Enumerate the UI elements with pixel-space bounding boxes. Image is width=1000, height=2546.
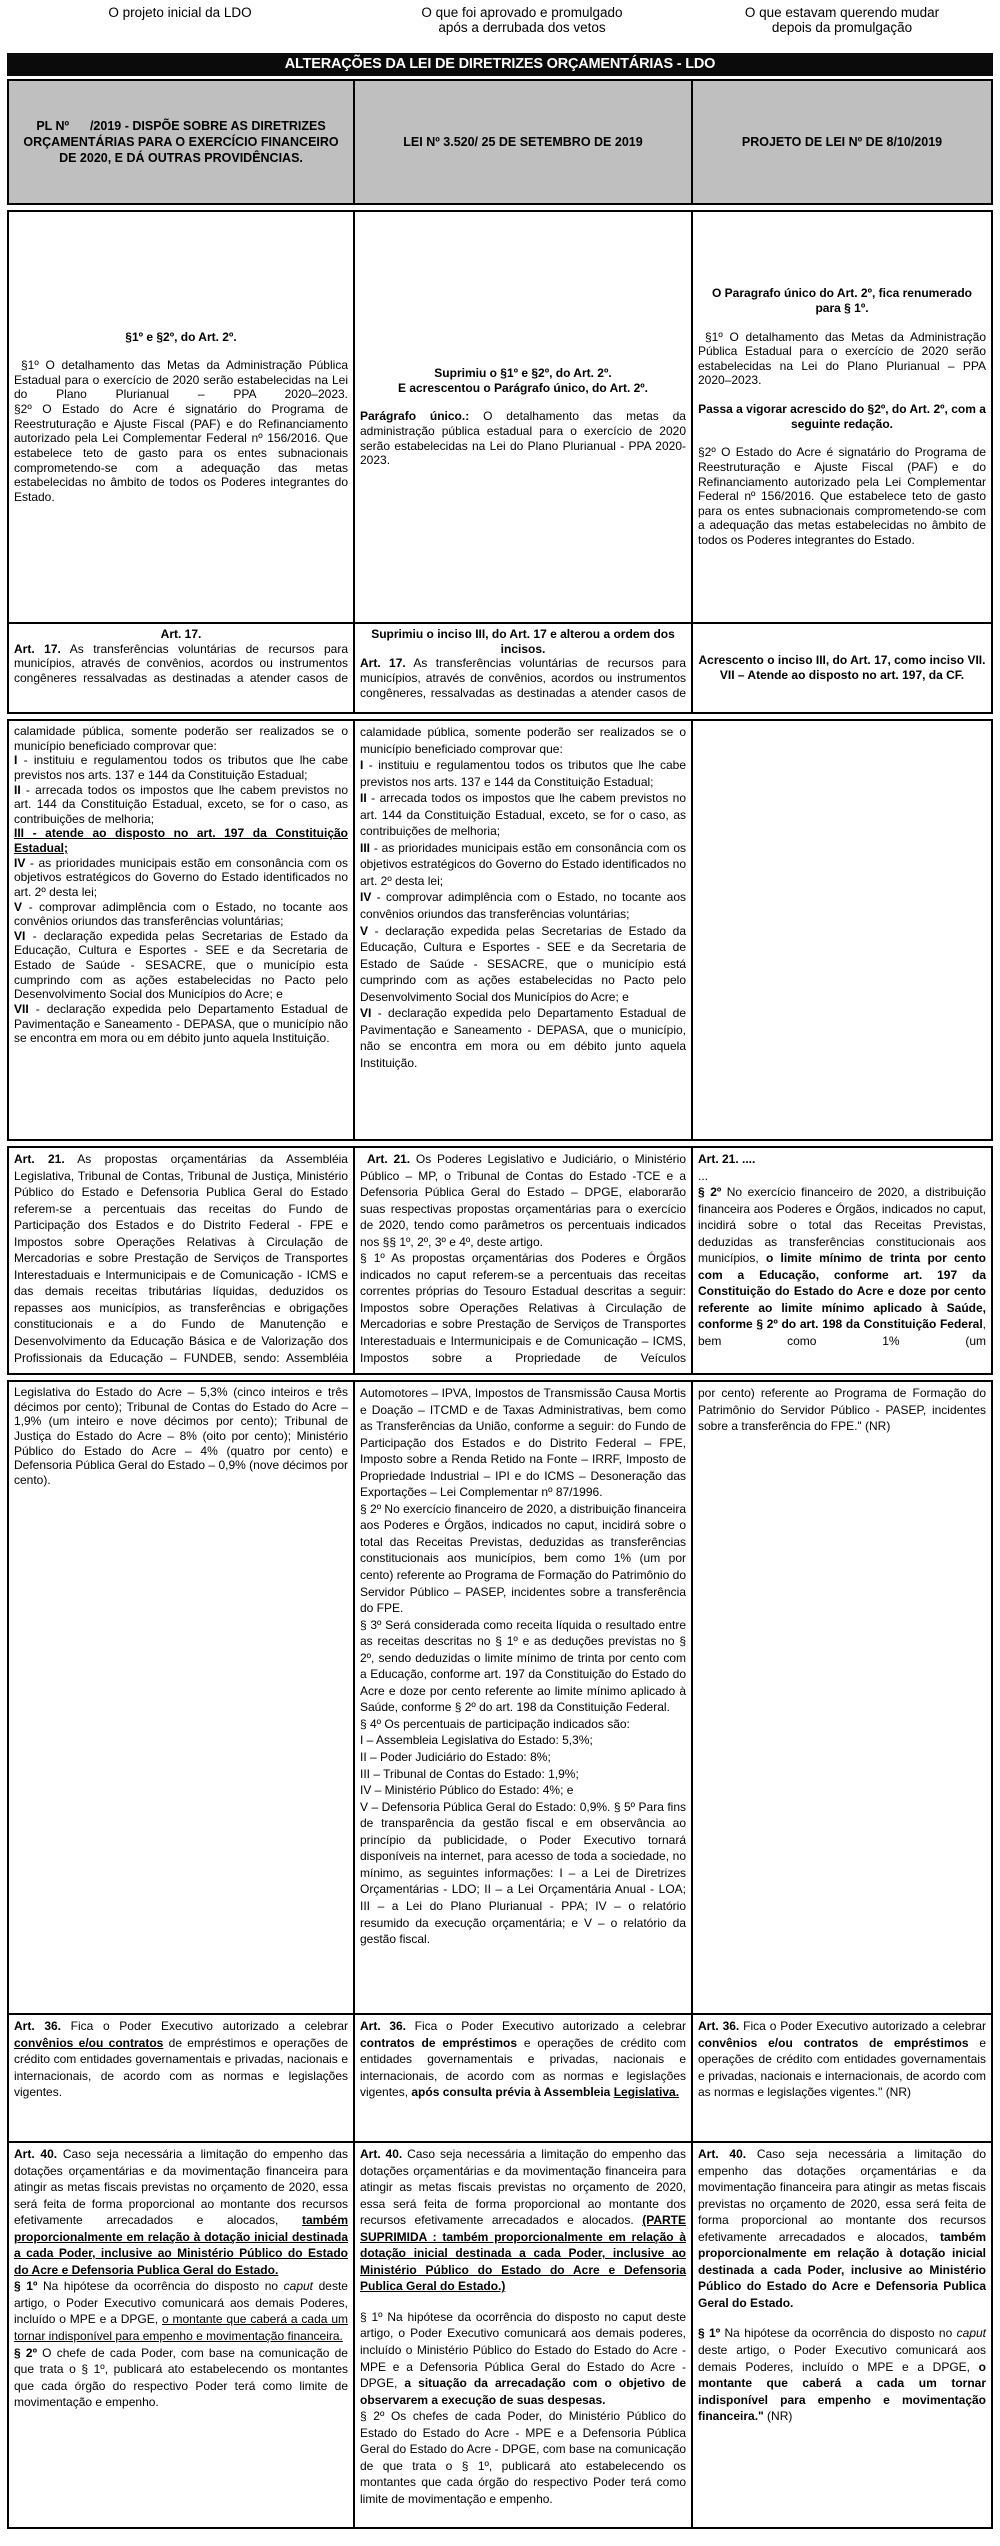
text-segment: - declaração expedida pelas Secretarias de Estado da Educação, Cultura e Esportes - SEE e da Secretaria de Estado de Saúde - SESACRE, que o município esta cumprindo com as ações estabelecidas no Pacto pelo Desenvolvimento Social dos Municípios do Acre; e: [14, 928, 348, 1002]
text-segment: §1º O detalhamento das Metas da Administração Pública Estadual para o exercício de 2020 serão estabelecidas na Lei do Plano Plurianual – PPA 2020–2023.: [698, 329, 986, 388]
text-segment: Art. 36.: [698, 2019, 740, 2033]
cell-art-21-caput-col2: [355, 1148, 693, 1373]
text-segment: § 1º: [698, 2326, 721, 2341]
text-segment: § 1º Na hipótese da ocorrência do disposto no caput deste artigo, o Poder Executivo comunicará aos demais poderes, incluído o Ministério Público do Estado do Estado do Acre - MPE e a Defensoria Pública Geral do Estado do Acre - DPGE,: [360, 2309, 686, 2391]
paragraph: [360, 1385, 686, 1501]
text-segment: IV: [14, 855, 26, 870]
text-segment: - declaração expedida pelo Departamento Estadual de Pavimentação e Saneamento - DEPASA, que o município não se encontra em mora ou em débito junto aquela Instituição.: [14, 1001, 348, 1046]
cell-art-17-caput-col2: [355, 624, 693, 712]
text-segment: (NR): [763, 2409, 793, 2424]
paragraph: [698, 330, 986, 389]
text-segment: Caso seja necessária a limitação do empenho das dotações orçamentárias e da movimentação financeira para atingir as metas fiscais previstas no orçamento de 2020, essa será feita de forma proporcional ao montante dos recursos efetivamente arrecadados e alocados.: [360, 2147, 686, 2228]
cell-art-17-incisos-col2: [355, 721, 693, 1139]
header-text: LEI Nº 3.520/ 25 DE SETEMBRO DE 2019: [403, 134, 643, 149]
text-segment: Fica o Poder Executivo autorizado a celebrar: [61, 2019, 348, 2033]
text-segment: - declaração expedida pelo Departamento Estadual de Pavimentação e Saneamento - DEPASA, que o município, não se encontra em mora ou em débito junto aquela Instituição.: [360, 1006, 686, 1070]
paragraph: [360, 1501, 686, 1617]
cell-art-36-col2: [355, 2015, 693, 2141]
text-segment: caput: [956, 2326, 986, 2341]
text-segment: No exercício financeiro de 2020, a distribuição financeira aos Poderes e Órgãos, indicados no caput, incidirá sobre o total das Receitas Previstas, deduzidas as transferências constitucionais aos municípios,: [698, 1185, 986, 1266]
table-row-art-21-caput: [7, 1146, 993, 1375]
text-segment: Art. 21.: [367, 1152, 411, 1166]
paragraph: [14, 1385, 348, 1487]
heading: [14, 330, 348, 345]
spacer: [360, 2295, 686, 2309]
paragraph: [698, 2146, 986, 2311]
text-segment: I: [360, 758, 364, 773]
paragraph: [698, 1151, 986, 1168]
spacer: [698, 388, 986, 402]
header-cell-projeto: [693, 81, 991, 203]
paragraph: [14, 2146, 348, 2278]
cell-art-40-col1: [9, 2143, 355, 2527]
heading: [360, 381, 686, 396]
text-segment: caput: [283, 2279, 314, 2294]
spacer: [698, 316, 986, 330]
text-segment: calamidade pública, somente poderão ser realizados se o município beneficiado comprovar que:: [14, 724, 348, 753]
paragraph: [360, 889, 686, 922]
text-segment: convênios e/ou contratos: [14, 2035, 164, 2050]
text-segment: a situação da arrecadação com o objetivo de observarem a execução de suas despesas.: [360, 2376, 686, 2407]
text-segment: Legislativa do Estado do Acre – 5,3% (cinco inteiros e três décimos por cento); Tribunal de Contas do Estado do Acre – 1,9% (um inteiro e nove décimos por cento); Tribunal de Justiça do Estado do Acre – 8% (oito por cento); Ministério Público do Estado do Acre – 4% (quatro por cento) e Defensoria Pública Geral do Estado – 0,9% (nove décimos por cento).: [14, 1385, 348, 1487]
caption-line: O que foi aprovado e promulgado: [421, 5, 623, 20]
text-segment: III – Tribunal de Contas do Estado: 1,9%;: [360, 1766, 579, 1781]
paragraph: [360, 656, 686, 700]
heading: [360, 627, 686, 656]
paragraph: [360, 2309, 686, 2408]
text-segment: o limite mínimo de trinta por cento com a Educação, conforme art. 197 da Constituição do Estado do Acre e doze por cento referente ao limite mínimo aplicado à Saúde, conforme § 2º do art. 198 da Constituição Federal: [698, 1251, 987, 1332]
text-segment: § 2º Os chefes de cada Poder, do Ministério Público do Estado do Estado do Acre - MPE e a Defensoria Pública Geral do Estado do Acre - DPGE, com base na comunicação de que trata o § 1º, publicará ato estabelecendo os montantes que cada órgão do respectivo Poder terá como limite de movimentação e empenho.: [360, 2409, 686, 2506]
text-segment: também proporcionalmente em relação à dotação inicial destinada a cada Poder, inclusive ao Ministério Público do Estado do Acre e Defensoria Publica Geral do Estado.: [14, 2213, 348, 2277]
text-segment: - declaração expedida pelas Secretarias de Estado da Educação, Cultura e Esportes - SEE e da Secretaria de Estado de Saúde - SESACRE, que o município está cumprindo com as ações estabelecidas no Pacto pelo Desenvolvimento Social dos Municípios do Acre; e: [360, 923, 686, 1004]
heading: [698, 653, 986, 668]
text-segment: convênios e/ou contratos de empréstimos: [698, 2035, 969, 2050]
text-segment: VII – Atende ao disposto no art. 197, da CF.: [719, 668, 965, 682]
heading: [698, 286, 986, 315]
header-text: PROJETO DE LEI Nº DE 8/10/2019: [741, 134, 943, 149]
text-segment: Automotores – IPVA, Impostos de Transmissão Causa Mortis e Doação – ITCMD e de Taxas Administrativas, bem como as Transferências da União, conforme a seguir: do Fundo de Participação dos Estados e do Distrito Federal – FPE, Imposto sobre a Renda Retido na Fonte – IRRF, Imposto de Propriedade Industrial – IPI e do ICMS – Desoneração das Exportações – Lei Complementar nº 87/1996.: [360, 1386, 686, 1500]
paragraph: [360, 1005, 686, 1071]
table-row-art-36: [7, 2013, 993, 2143]
paragraph: [14, 856, 348, 900]
table-header-row: [7, 79, 993, 205]
paragraph: [360, 1716, 686, 1733]
text-segment: § 2º: [14, 2345, 37, 2360]
text-segment: também proporcionalmente em relação à dotação inicial destinada a cada Poder, inclusive ao Ministério Público do Estado do Acre e Defensoria Publica Geral do Estado.: [698, 2229, 986, 2310]
text-segment: § 1º As propostas orçamentárias dos Poderes e Órgãos indicados no caput referem-se a percentuais das receitas correntes próprias do Tesouro Estadual descritas a seguir: Impostos sobre Operações Relativas à Circulação de Mercadorias e sobre Prestação de Serviços de Transportes Interestaduais e Intermunicipais e de Comunicação – ICMS, Impostos sobre a Propriedade de Veículos: [360, 1251, 686, 1365]
text-segment: § 4º Os percentuais de participação indicados são:: [360, 1716, 630, 1731]
paragraph: [360, 1799, 686, 1948]
paragraph: [360, 1250, 686, 1366]
cell-art-40-col3: [693, 2143, 991, 2527]
text-segment: §1º O detalhamento das Metas da Administração Pública Estadual para o exercício de 2020 serão estabelecidas na Lei do Plano Plurianual – PPA 2020–2023.: [14, 358, 348, 402]
text-segment: - arrecada todos os impostos que lhe cabem previstos no art. 144 da Constituição Estadual, exceto, se for o caso, as contribuições de melhoria;: [14, 782, 348, 826]
text-segment: IV – Ministério Público do Estado: 4%; e: [360, 1783, 574, 1798]
cell-art-21-percentuais-col1: [9, 1382, 355, 2013]
comparison-table-body: [7, 210, 993, 2529]
text-segment: ...: [698, 1168, 709, 1183]
text-segment: O Paragrafo único do Art. 2º, fica renumerado para § 1º.: [712, 286, 972, 315]
text-segment: §2º O Estado do Acre é signatário do Programa de Reestruturação e Ajuste Fiscal (PAF) e do Refinanciamento autorizado pela Lei Complementar Federal nº 156/2016. Que estabelece teto de gasto para os entes subnacionais comprometendo-se com a adequação das metas estabelecidas no âmbito de todos os Poderes integrantes do Estado.: [698, 445, 986, 548]
text-segment: O chefe de cada Poder, com base na comunicação de que trata o § 1º, publicará ato estabelecendo os montantes que cada órgão do respectivo Poder terá como limite de movimentação e empenho.: [14, 2345, 348, 2410]
text-segment: As propostas orçamentárias da Assembléia Legislativa, Tribunal de Contas, Tribunal de Justiça, Ministério Público do Estado e Defensoria Publica Geral do Estado referem-se a percentuais das receitas do Fundo de Participação dos Estados e do Distrito Federal - FPE e Impostos sobre Operações Relativas à Circulação de Mercadorias e sobre Prestação de Serviços de Transportes Interestaduais e Intermunicipais e de Comunicação - ICMS e das demais receitas tributárias líquidas, deduzidos os repasses aos municípios, as transferências e obrigações constitucionais e a do Fundo de Manutenção e Desenvolvimento da Educação Básica e de Valorização dos Profissionais da Educação – FUNDEB, sendo: Assembléia: [14, 1152, 348, 1365]
text-segment: O detalhamento das metas da administração pública estadual para o exercício de 2020 serão estabelecidas na Lei do Plano Plurianual - PPA 2020-2023.: [360, 409, 686, 468]
text-segment: III - atende ao disposto no art. 197 da Constituição Estadual;: [14, 826, 348, 855]
text-segment: por cento) referente ao Programa de Formação do Patrimônio do Servidor Público - PASEP, incidentes sobre a transferência do FPE." (NR): [698, 1386, 986, 1434]
table-row-art-40: [7, 2141, 993, 2529]
text-segment: I: [14, 753, 18, 768]
text-segment: (PARTE SUPRIMIDA : também proporcionalmente em relação à dotação inicial destinada a cada Poder, inclusive ao Ministério Público do Estado do Acre e Defensoria Publica Geral do Estado.): [360, 2213, 686, 2294]
text-segment: contratos de empréstimos: [360, 2035, 518, 2050]
text-segment: Legislativa.: [613, 2085, 680, 2100]
text-segment: Suprimiu o inciso III, do Art. 17 e alterou a ordem dos incisos.: [371, 627, 675, 656]
text-segment: As transferências voluntárias de recursos para municípios, através de convênios, acordos ou instrumentos congêneres ressalvadas as destinadas a atender casos de: [14, 641, 349, 685]
text-segment: - instituiu e regulamentou todos os tributos que lhe cabe previstos nos arts. 137 e 144 da Constituição Estadual;: [14, 753, 348, 782]
cell-art-21-caput-col3: [693, 1148, 991, 1373]
text-segment: Art. 21. ....: [698, 1152, 756, 1166]
text-segment: IV: [360, 890, 372, 905]
text-segment: §2º O Estado do Acre é signatário do Programa de Reestruturação e Ajuste Fiscal (PAF) e do Refinanciamento autorizado pela Lei Complementar Federal nº 156/2016. Que estabelece teto de gasto para os entes subnacionais comprometendo-se com a adequação das metas estabelecidas no âmbito de todos os Poderes integrantes do Estado.: [14, 402, 348, 504]
text-segment: Art. 17.: [360, 656, 406, 671]
cell-art-40-col2: [355, 2143, 693, 2527]
paragraph: [14, 929, 348, 1002]
header-cell-lei: [355, 81, 693, 203]
text-segment: - arrecada todos os impostos que lhe cabem previstos no art. 144 da Constituição Estadual, exceto, se for o caso, as contribuições de melhoria;: [360, 791, 686, 839]
text-segment: II: [360, 791, 367, 806]
spacer: [698, 431, 986, 445]
text-segment: Art. 21.: [14, 1152, 65, 1166]
cell-art-2-col3: [693, 212, 991, 622]
caption-approved-promulgated: [353, 5, 691, 53]
paragraph: [698, 445, 986, 547]
cell-art-2-col2: [355, 212, 693, 622]
text-segment: VI: [360, 1006, 372, 1021]
text-segment: Art. 17.: [14, 641, 61, 656]
cell-art-17-caput-col1: [9, 624, 355, 712]
text-segment: Art. 36.: [14, 2019, 61, 2033]
caption-initial-project: [7, 5, 353, 53]
header-cell-pl: [9, 81, 355, 203]
heading: [14, 627, 348, 642]
paragraph: [14, 783, 348, 827]
text-segment: - as prioridades municipais estão em consonância com os objetivos estratégicos do Governo do Estado identificados no art. 2º desta lei;: [360, 840, 686, 888]
paragraph: [14, 753, 348, 782]
banner-title: ALTERAÇÕES DA LEI DE DIRETRIZES ORÇAMENTÁRIAS - LDO: [7, 53, 993, 76]
text-segment: Art. 36.: [360, 2019, 406, 2033]
text-segment: deste artigo, o Poder Executivo comunicará aos demais Poderes, incluído o MPE e a DPGE,: [698, 2343, 986, 2374]
table-row-art-2: [7, 210, 993, 624]
heading: [360, 366, 686, 381]
paragraph: [360, 724, 686, 757]
paragraph: [698, 2018, 986, 2101]
text-segment: - as prioridades municipais estão em consonância com os objetivos estratégicos do Governo do Estado identificados no art. 2º desta lei;: [14, 855, 348, 899]
paragraph: [360, 1617, 686, 1716]
paragraph: [14, 358, 348, 402]
paragraph: [14, 826, 348, 855]
text-segment: e operações de crédito com entidades governamentais e privadas, nacionais e internacionais, de acordo com as normas e legislações vigentes." (NR): [698, 2035, 986, 2100]
text-segment: calamidade pública, somente poderão ser realizados se o município beneficiado comprovar que:: [360, 725, 686, 756]
text-segment: Parágrafo único.:: [360, 409, 470, 424]
text-segment: Passa a vigorar acrescido do §2º, do Art. 2º, com a seguinte redação.: [698, 402, 986, 431]
text-segment: - instituiu e regulamentou todos os tributos que lhe cabe previstos nos arts. 137 e 144 da Constituição Estadual;: [360, 758, 686, 789]
text-segment: Art. 40.: [14, 2147, 58, 2161]
table-row-art-17-incisos: [7, 719, 993, 1141]
cell-art-21-percentuais-col3: [693, 1382, 991, 2013]
text-segment: após consulta prévia à Assembleia: [411, 2085, 614, 2100]
paragraph: [698, 1168, 986, 1185]
paragraph: [698, 1184, 986, 1349]
header-text: PL Nº /2019 - DISPÕE SOBRE AS DIRETRIZES ORÇAMENTÁRIAS PARA O EXERCÍCIO FINANCEIRO DE 2020, E DÁ OUTRAS PROVIDÊNCIAS.: [23, 118, 343, 166]
text-segment: § 1º: [14, 2279, 38, 2294]
ldo-comparison-document: [7, 0, 993, 2529]
heading: [698, 402, 986, 431]
text-segment: Fica o Poder Executivo autorizado a celebrar: [406, 2019, 686, 2033]
paragraph: [14, 2018, 348, 2101]
paragraph: [360, 1782, 686, 1799]
paragraph: [360, 409, 686, 468]
heading: [698, 668, 986, 683]
paragraph: [360, 757, 686, 790]
paragraph: [14, 2278, 348, 2344]
cell-art-2-col1: [9, 212, 355, 622]
column-captions: [7, 0, 993, 53]
cell-art-17-caput-col3: [693, 624, 991, 712]
text-segment: III: [360, 840, 371, 855]
text-segment: II: [14, 782, 21, 797]
paragraph: [360, 840, 686, 890]
paragraph: [14, 724, 348, 753]
cell-art-17-incisos-col1: [9, 721, 355, 1139]
paragraph: [14, 1002, 348, 1046]
caption-attempted-change: [691, 5, 993, 53]
paragraph: [360, 2146, 686, 2295]
text-segment: I – Assembleia Legislativa do Estado: 5,3%;: [360, 1733, 593, 1748]
text-segment: de empréstimos e operações de crédito com entidades governamentais e privadas, nacionais e internacionais, de acordo com as normas e legislações vigentes.: [14, 2035, 349, 2100]
text-segment: - comprovar adimplência com o Estado, no tocante aos convênios oriundos das transferências voluntárias;: [14, 899, 348, 929]
text-segment: § 3º Será considerada como receita líquida o resultado entre as receitas descritas no § 1º e as deduções previstas no § 2º, sendo deduzidas o limite mínimo de trinta por cento com a Educação, conforme art. 197 da Constituição do Estado do Acre e doze por cento referente ao limite mínimo aplicado à Saúde, conforme § 2º do art. 198 da Constituição Federal.: [360, 1617, 686, 1715]
paragraph: [360, 790, 686, 840]
spacer: [14, 344, 348, 358]
paragraph: [698, 1385, 986, 1435]
spacer: [360, 395, 686, 409]
paragraph: [14, 402, 348, 504]
text-segment: Na hipótese da ocorrência do disposto no: [720, 2326, 957, 2341]
text-segment: V – Defensoria Pública Geral do Estado: 0,9%. § 5º Para fins de transparência da gestão fiscal e em observância ao princípio da publicidade, o Poder Executivo tornará disponíveis na internet, para acesso de toda a sociedade, no mínimo, as seguintes informações: I – a Lei de Diretrizes Orçamentárias - LDO; II – a Lei Orçamentária Anual - LOA; III – a Lei do Plano Plurianual - PPA; IV – o relatório resumido da execução orçamentária; e V – o relatório da gestão fiscal.: [360, 1799, 686, 1947]
paragraph: [360, 2018, 686, 2101]
text-segment: Art. 17.: [160, 627, 202, 641]
caption-line: depois da promulgação: [771, 20, 913, 36]
paragraph: [14, 900, 348, 929]
text-segment: VII: [14, 1001, 29, 1016]
text-segment: Suprimiu o §1º e §2º, do Art. 2º.: [434, 366, 612, 381]
text-segment: o montante que caberá a cada um tornar indisponível para empenho e movimentação financeira.: [14, 2312, 348, 2344]
text-segment: , bem como 1% (um: [698, 1317, 986, 1349]
text-segment: Na hipótese da ocorrência do disposto no: [37, 2279, 284, 2294]
paragraph: [360, 1151, 686, 1250]
caption-line: O projeto inicial da LDO: [108, 5, 252, 20]
text-segment: Acrescento o inciso III, do Art. 17, como inciso VII.: [698, 653, 986, 668]
text-segment: Fica o Poder Executivo autorizado a celebrar: [739, 2019, 986, 2033]
text-segment: Art. 40.: [360, 2147, 403, 2161]
paragraph: [14, 1151, 348, 1366]
cell-art-17-incisos-col3: [693, 721, 991, 1139]
text-segment: Caso seja necessária a limitação do empenho das dotações orçamentárias e da movimentação financeira para atingir as metas fiscais previstas no orçamento de 2020, essa será feita de forma proporcional ao montante dos recursos efetivamente arrecadados e alocados,: [14, 2147, 348, 2228]
text-segment: E acrescentou o Parágrafo único, do Art. 2º.: [398, 380, 648, 395]
paragraph: [14, 2345, 348, 2411]
cell-art-36-col3: [693, 2015, 991, 2141]
text-segment: Os Poderes Legislativo e Judiciário, o Ministério Público – MP, o Tribunal de Contas do Estado -TCE e a Defensoria Pública Geral do Estado – DPGE, elaborarão suas respectivas propostas orçamentárias para o exercício de 2020, tendo como parâmetros os percentuais indicados nos §§ 1º, 2º, 3º e 4º, deste artigo.: [360, 1152, 686, 1249]
cell-art-36-col1: [9, 2015, 355, 2141]
text-segment: § 2º No exercício financeiro de 2020, a distribuição financeira aos Poderes e Órgãos, indicados no caput, incidirá sobre o total das Receitas Previstas, deduzidas as transferências constitucionais aos municípios, bem como 1% (um por cento) referente ao Programa de Formação do Patrimônio do Servidor Público – PASEP, incidentes sobre a transferência do FPE.: [360, 1501, 686, 1616]
paragraph: [698, 2325, 986, 2424]
text-segment: § 2º: [698, 1185, 722, 1200]
caption-line: após a derrubada dos vetos: [438, 20, 606, 36]
text-segment: deste artigo, o Poder Executivo comunicará aos demais Poderes, incluído o MPE e a DPGE,: [14, 2279, 348, 2327]
text-segment: As transferências voluntárias de recursos para municípios, através de convênios, acordos ou instrumentos congêneres, ressalvadas as destinadas a atender casos de: [360, 656, 687, 700]
paragraph: [360, 1749, 686, 1766]
paragraph: [360, 923, 686, 1006]
text-segment: e operações de crédito com entidades governamentais e privadas, nacionais e internacionais, de acordo com as normas e legislações vigentes,: [360, 2035, 687, 2100]
text-segment: V: [14, 899, 23, 914]
text-segment: Caso seja necessária a limitação do empenho das dotações orçamentárias e da movimentação financeira para atingir as metas fiscais previstas no orçamento de 2020, essa será feita de forma proporcional ao montante dos recursos efetivamente arrecadados e alocados,: [698, 2147, 986, 2244]
text-segment: - comprovar adimplência com o Estado, no tocante aos convênios oriundos das transferências voluntárias;: [360, 890, 686, 922]
paragraph: [360, 1732, 686, 1749]
paragraph: [14, 642, 348, 686]
text-segment: V: [360, 923, 369, 938]
paragraph: [360, 2408, 686, 2507]
cell-art-21-caput-col1: [9, 1148, 355, 1373]
cell-art-21-percentuais-col2: [355, 1382, 693, 2013]
text-segment: Art. 40.: [698, 2147, 747, 2161]
spacer: [698, 2311, 986, 2325]
text-segment: VI: [14, 928, 26, 943]
caption-line: O que estavam querendo mudar: [744, 5, 940, 20]
text-segment: II – Poder Judiciário do Estado: 8%;: [360, 1750, 551, 1765]
paragraph: [360, 1766, 686, 1783]
text-segment: o montante que caberá a cada um tornar indisponível para empenho e movimentação financeira.": [698, 2359, 986, 2424]
text-segment: §1º e §2º, do Art. 2º.: [125, 329, 237, 344]
table-row-art-17-caput: [7, 622, 993, 714]
table-row-art-21-percentuais: [7, 1380, 993, 2015]
